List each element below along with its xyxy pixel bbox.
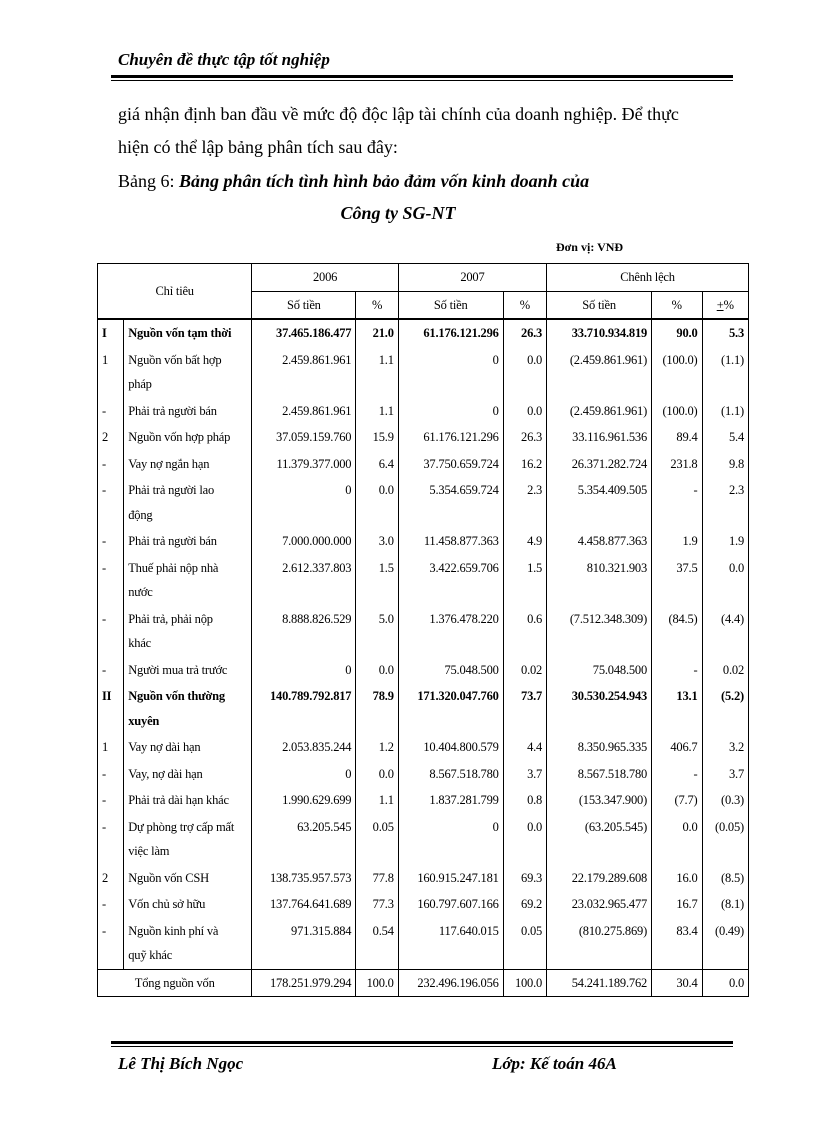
header-pct-2006: %: [356, 291, 398, 319]
row-pct-2006: 1.5: [356, 555, 398, 606]
total-amount-diff: 54.241.189.762: [547, 969, 652, 997]
row-amount-2007: 0: [398, 814, 503, 865]
footer-rule-thin: [111, 1046, 733, 1047]
row-amount-diff: 4.458.877.363: [547, 528, 652, 555]
body-line-1: giá nhận định ban đầu về mức độ độc lập tài chính của doanh nghiệp. Để thực: [118, 104, 679, 124]
row-indicator: Phải trả dài hạn khác: [124, 787, 252, 814]
header-rule-thick: [111, 75, 733, 78]
table-row: [98, 657, 749, 684]
table-header: [98, 264, 749, 320]
row-number: -: [98, 787, 124, 814]
total-label: Tổng nguồn vốn: [98, 969, 252, 997]
row-pct-2006: 78.9: [356, 683, 398, 734]
row-amount-diff: (7.512.348.309): [547, 606, 652, 657]
header-indicator: Chỉ tiêu: [98, 264, 252, 320]
table-row: [98, 347, 749, 398]
row-pct-2007: 3.7: [503, 761, 546, 788]
row-number: -: [98, 657, 124, 684]
row-pct-2006: 0.05: [356, 814, 398, 865]
row-pct-2007: 69.3: [503, 865, 546, 892]
row-pm-pct: (4.4): [702, 606, 749, 657]
row-pct-2007: 0.02: [503, 657, 546, 684]
row-amount-2006: 37.059.159.760: [252, 424, 356, 451]
total-pct-2007: 100.0: [503, 969, 546, 997]
header-amount-diff: Số tiền: [547, 291, 652, 319]
row-pm-pct: 0.0: [702, 555, 749, 606]
row-amount-2007: 171.320.047.760: [398, 683, 503, 734]
row-amount-2006: 138.735.957.573: [252, 865, 356, 892]
header-pct-2007: %: [503, 291, 546, 319]
row-amount-diff: 75.048.500: [547, 657, 652, 684]
row-pm-pct: 5.3: [702, 319, 749, 347]
row-pct-2007: 4.9: [503, 528, 546, 555]
row-amount-diff: 8.567.518.780: [547, 761, 652, 788]
row-amount-2006: 0: [252, 657, 356, 684]
row-pm-pct: 5.4: [702, 424, 749, 451]
footer-class: Lớp: Kế toán 46A: [492, 1054, 617, 1073]
row-pct-2007: 73.7: [503, 683, 546, 734]
page-header-title: Chuyên đề thực tập tốt nghiệp: [118, 50, 330, 69]
row-amount-2006: 2.053.835.244: [252, 734, 356, 761]
row-number: -: [98, 606, 124, 657]
row-amount-2006: 2.612.337.803: [252, 555, 356, 606]
row-pct-2006: 1.1: [356, 787, 398, 814]
row-indicator: Thuế phải nộp nhà nước: [124, 555, 252, 606]
row-amount-diff: 30.530.254.943: [547, 683, 652, 734]
row-number: -: [98, 761, 124, 788]
row-pct-2006: 0.54: [356, 918, 398, 970]
row-pct-2007: 0.8: [503, 787, 546, 814]
total-pct-diff: 30.4: [652, 969, 702, 997]
row-number: -: [98, 918, 124, 970]
table-row: [98, 398, 749, 425]
row-amount-diff: 8.350.965.335: [547, 734, 652, 761]
header-pm-pct: +%: [702, 291, 749, 319]
total-pm-pct: 0.0: [702, 969, 749, 997]
row-amount-2006: 7.000.000.000: [252, 528, 356, 555]
row-pct-2006: 0.0: [356, 657, 398, 684]
row-pct-2007: 16.2: [503, 451, 546, 478]
table-body: [98, 319, 749, 969]
row-amount-2007: 0: [398, 347, 503, 398]
row-amount-2006: 63.205.545: [252, 814, 356, 865]
row-pct-diff: 83.4: [652, 918, 702, 970]
row-pct-diff: -: [652, 761, 702, 788]
row-amount-2006: 37.465.186.477: [252, 319, 356, 347]
row-pct-diff: -: [652, 477, 702, 528]
row-amount-2006: 971.315.884: [252, 918, 356, 970]
row-pct-2006: 1.1: [356, 398, 398, 425]
header-pct-diff: %: [652, 291, 702, 319]
row-pct-2006: 1.1: [356, 347, 398, 398]
row-indicator: Phải trả người bán: [124, 528, 252, 555]
table-row: [98, 528, 749, 555]
row-pm-pct: (1.1): [702, 398, 749, 425]
row-pct-diff: 16.7: [652, 891, 702, 918]
row-pm-pct: 3.2: [702, 734, 749, 761]
row-pct-2007: 26.3: [503, 424, 546, 451]
table-row: [98, 319, 749, 347]
row-amount-diff: 5.354.409.505: [547, 477, 652, 528]
row-pct-diff: (84.5): [652, 606, 702, 657]
row-pct-2007: 1.5: [503, 555, 546, 606]
header-amount-2007: Số tiền: [398, 291, 503, 319]
row-indicator: Người mua trả trước: [124, 657, 252, 684]
row-pm-pct: 3.7: [702, 761, 749, 788]
row-pct-2007: 0.0: [503, 398, 546, 425]
row-number: -: [98, 477, 124, 528]
row-indicator: Vay nợ ngắn hạn: [124, 451, 252, 478]
header-2007: 2007: [398, 264, 546, 292]
table-title: Bảng phân tích tình hình bảo đảm vốn kinh doanh của: [179, 171, 590, 191]
table-caption: [118, 171, 589, 192]
row-pct-diff: 16.0: [652, 865, 702, 892]
row-amount-2007: 160.915.247.181: [398, 865, 503, 892]
row-number: II: [98, 683, 124, 734]
row-indicator: Nguồn vốn CSH: [124, 865, 252, 892]
row-indicator: Dự phòng trợ cấp mất việc làm: [124, 814, 252, 865]
row-amount-2007: 61.176.121.296: [398, 424, 503, 451]
row-indicator: Phải trả người bán: [124, 398, 252, 425]
row-pm-pct: (0.49): [702, 918, 749, 970]
body-line-2: hiện có thể lập bảng phân tích sau đây:: [118, 137, 398, 157]
row-pct-2006: 77.8: [356, 865, 398, 892]
row-pct-2006: 0.0: [356, 761, 398, 788]
row-pct-diff: 0.0: [652, 814, 702, 865]
row-pct-diff: -: [652, 657, 702, 684]
row-pct-2007: 0.05: [503, 918, 546, 970]
row-pct-diff: 90.0: [652, 319, 702, 347]
header-rule-thin: [111, 80, 733, 81]
row-number: -: [98, 814, 124, 865]
total-pct-2006: 100.0: [356, 969, 398, 997]
row-pm-pct: 9.8: [702, 451, 749, 478]
header-2006: 2006: [252, 264, 398, 292]
row-indicator: Nguồn vốn hợp pháp: [124, 424, 252, 451]
row-number: 2: [98, 865, 124, 892]
row-pct-2007: 26.3: [503, 319, 546, 347]
row-pct-2006: 6.4: [356, 451, 398, 478]
row-pct-diff: 13.1: [652, 683, 702, 734]
row-amount-2006: 8.888.826.529: [252, 606, 356, 657]
row-pct-2006: 0.0: [356, 477, 398, 528]
table-total-row: [98, 969, 749, 997]
row-pct-2007: 0.0: [503, 347, 546, 398]
row-pm-pct: 0.02: [702, 657, 749, 684]
row-indicator: Nguồn vốn tạm thời: [124, 319, 252, 347]
row-pm-pct: (0.05): [702, 814, 749, 865]
row-amount-2007: 5.354.659.724: [398, 477, 503, 528]
table-row: [98, 606, 749, 657]
row-pct-diff: 231.8: [652, 451, 702, 478]
row-pct-2006: 3.0: [356, 528, 398, 555]
row-number: -: [98, 555, 124, 606]
table-row: [98, 787, 749, 814]
row-pct-2006: 15.9: [356, 424, 398, 451]
row-pm-pct: (5.2): [702, 683, 749, 734]
row-pm-pct: 2.3: [702, 477, 749, 528]
row-amount-2007: 8.567.518.780: [398, 761, 503, 788]
header-difference: Chênh lệch: [547, 264, 749, 292]
row-number: 2: [98, 424, 124, 451]
row-pct-2006: 21.0: [356, 319, 398, 347]
table-row: [98, 555, 749, 606]
table-row: [98, 865, 749, 892]
row-amount-2006: 137.764.641.689: [252, 891, 356, 918]
row-indicator: Vay nợ dài hạn: [124, 734, 252, 761]
row-amount-diff: (153.347.900): [547, 787, 652, 814]
unit-label: Đơn vị: VNĐ: [556, 240, 624, 254]
row-amount-2007: 10.404.800.579: [398, 734, 503, 761]
row-indicator: Nguồn kinh phí và quỹ khác: [124, 918, 252, 970]
table-row: [98, 477, 749, 528]
row-number: -: [98, 451, 124, 478]
row-amount-2006: 0: [252, 477, 356, 528]
row-indicator: Nguồn vốn thường xuyên: [124, 683, 252, 734]
row-amount-2007: 1.376.478.220: [398, 606, 503, 657]
row-amount-diff: 26.371.282.724: [547, 451, 652, 478]
row-amount-2006: 2.459.861.961: [252, 347, 356, 398]
row-amount-2007: 0: [398, 398, 503, 425]
row-number: -: [98, 891, 124, 918]
row-pct-2007: 2.3: [503, 477, 546, 528]
row-amount-2007: 117.640.015: [398, 918, 503, 970]
row-indicator: Phải trả người lao động: [124, 477, 252, 528]
footer-rule-thick: [111, 1041, 733, 1044]
table-row: [98, 451, 749, 478]
row-pct-diff: 406.7: [652, 734, 702, 761]
row-number: I: [98, 319, 124, 347]
row-pct-diff: 37.5: [652, 555, 702, 606]
row-amount-2006: 0: [252, 761, 356, 788]
row-amount-diff: (810.275.869): [547, 918, 652, 970]
table-row: [98, 918, 749, 970]
row-pm-pct: (8.5): [702, 865, 749, 892]
row-indicator: Phải trả, phải nộp khác: [124, 606, 252, 657]
capital-analysis-table: [97, 263, 749, 997]
row-amount-diff: 810.321.903: [547, 555, 652, 606]
table-label: Bảng 6:: [118, 171, 175, 191]
row-pct-2006: 77.3: [356, 891, 398, 918]
row-amount-diff: 33.116.961.536: [547, 424, 652, 451]
row-amount-diff: 22.179.289.608: [547, 865, 652, 892]
row-amount-2007: 61.176.121.296: [398, 319, 503, 347]
row-amount-2007: 75.048.500: [398, 657, 503, 684]
row-amount-2007: 11.458.877.363: [398, 528, 503, 555]
table-company: Công ty SG-NT: [340, 203, 456, 223]
table-row: [98, 891, 749, 918]
row-pct-2006: 1.2: [356, 734, 398, 761]
row-pct-diff: (7.7): [652, 787, 702, 814]
row-amount-2007: 3.422.659.706: [398, 555, 503, 606]
table-row: [98, 734, 749, 761]
row-indicator: Vay, nợ dài hạn: [124, 761, 252, 788]
header-amount-2006: Số tiền: [252, 291, 356, 319]
row-amount-diff: (63.205.545): [547, 814, 652, 865]
row-pm-pct: (0.3): [702, 787, 749, 814]
row-amount-diff: (2.459.861.961): [547, 398, 652, 425]
row-pct-2007: 0.0: [503, 814, 546, 865]
row-number: 1: [98, 734, 124, 761]
row-amount-2006: 2.459.861.961: [252, 398, 356, 425]
row-amount-2006: 11.379.377.000: [252, 451, 356, 478]
row-amount-2007: 37.750.659.724: [398, 451, 503, 478]
row-indicator: Nguồn vốn bất hợp pháp: [124, 347, 252, 398]
row-pm-pct: (1.1): [702, 347, 749, 398]
row-pct-2006: 5.0: [356, 606, 398, 657]
table-row: [98, 814, 749, 865]
row-amount-diff: 23.032.965.477: [547, 891, 652, 918]
row-number: -: [98, 528, 124, 555]
row-pm-pct: (8.1): [702, 891, 749, 918]
row-pct-2007: 4.4: [503, 734, 546, 761]
row-number: 1: [98, 347, 124, 398]
row-amount-diff: 33.710.934.819: [547, 319, 652, 347]
total-amount-2006: 178.251.979.294: [252, 969, 356, 997]
row-pct-diff: (100.0): [652, 347, 702, 398]
row-amount-diff: (2.459.861.961): [547, 347, 652, 398]
row-pct-diff: 89.4: [652, 424, 702, 451]
row-indicator: Vốn chủ sở hữu: [124, 891, 252, 918]
row-amount-2007: 1.837.281.799: [398, 787, 503, 814]
row-number: -: [98, 398, 124, 425]
table-row: [98, 424, 749, 451]
footer-author: Lê Thị Bích Ngọc: [118, 1054, 244, 1073]
row-pct-diff: 1.9: [652, 528, 702, 555]
row-amount-2006: 1.990.629.699: [252, 787, 356, 814]
total-amount-2007: 232.496.196.056: [398, 969, 503, 997]
row-pct-2007: 0.6: [503, 606, 546, 657]
row-pct-2007: 69.2: [503, 891, 546, 918]
row-amount-2006: 140.789.792.817: [252, 683, 356, 734]
row-pm-pct: 1.9: [702, 528, 749, 555]
row-amount-2007: 160.797.607.166: [398, 891, 503, 918]
table-row: [98, 761, 749, 788]
table-row: [98, 683, 749, 734]
row-pct-diff: (100.0): [652, 398, 702, 425]
